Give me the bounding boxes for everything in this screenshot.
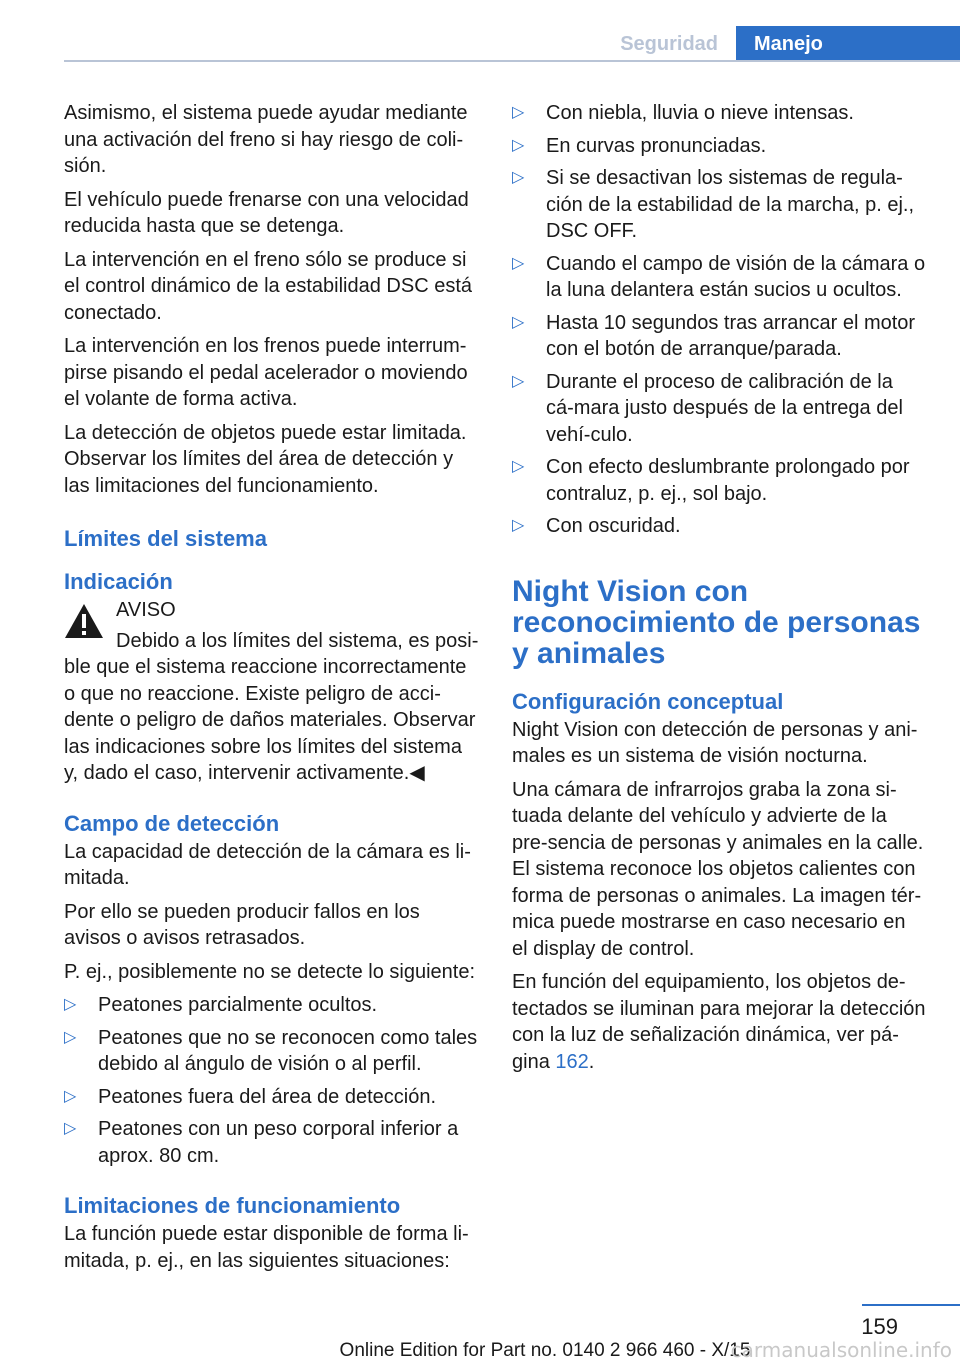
section-title-night-vision: Night Vision con reconocimiento de personas y animales [512, 574, 921, 670]
triangle-bullet-icon: ▷ [512, 517, 525, 534]
paragraph: El vehículo puede frenarse con una velocidad reducida hasta que se detenga. [64, 188, 469, 237]
list-item: ▷ Con oscuridad. [512, 513, 926, 540]
header-divider [64, 60, 960, 62]
list-item: ▷ En curvas pronunciadas. [512, 133, 926, 160]
triangle-bullet-icon: ▷ [64, 1087, 77, 1105]
paragraph: La función puede estar disponible de forma li‐mitada, p. ej., en las siguientes situaciones: [64, 1223, 469, 1272]
warning-title: AVISO [116, 599, 176, 621]
triangle-bullet-icon: ▷ [64, 1028, 77, 1046]
left-column [64, 100, 480, 1281]
triangle-bullet-icon: ▷ [64, 1120, 77, 1137]
paragraph: La intervención en los frenos puede interrum‐pirse pisando el pedal acelerador o moviendo el volante de forma activa. [64, 335, 468, 410]
paragraph: La intervención en el freno sólo se produce si el control dinámico de la estabilidad DSC está conectado. [64, 248, 472, 324]
tab-seguridad[interactable]: Seguridad [598, 26, 736, 62]
list-item: ▷ Durante el proceso de calibración de la cá‐mara justo después de la entrega del vehí‐culo. [512, 370, 903, 446]
edition-footer: Online Edition for Part no. 0140 2 966 460 - X/15 [339, 1340, 751, 1361]
list-item: ▷ Peatones fuera del área de detección. [64, 1084, 480, 1111]
header-tabs [598, 26, 960, 62]
triangle-bullet-icon: ▷ [512, 104, 525, 121]
paragraph: La capacidad de detección de la cámara es li‐mitada. [64, 840, 471, 889]
subheading-limitaciones: Limitaciones de funcionamiento [64, 1193, 401, 1218]
paragraph: Asimismo, el sistema puede ayudar mediante una activación del freno si hay riesgo de coli‐sión. [64, 102, 468, 177]
tab-manejo[interactable]: Manejo [736, 26, 960, 62]
paragraph: Una cámara de infrarrojos graba la zona si‐tuada delante del vehículo y advierte de la pre‐sencia de personas y animales en la calle. El sistema reconoce los objetos calientes con forma de personas o animales. La imagen tér‐mica puede mostrarse en caso necesario en el display de control. [512, 778, 924, 960]
watermark: carmanualsonline.info [730, 1338, 952, 1362]
paragraph: Night Vision con detección de personas y ani‐males es un sistema de visión nocturna. [512, 718, 918, 767]
triangle-bullet-icon: ▷ [512, 372, 525, 390]
list-item: ▷ Hasta 10 segundos tras arrancar el motor con el botón de arranque/parada. [512, 311, 916, 360]
list-item: ▷ Con niebla, lluvia o nieve intensas. [512, 100, 926, 127]
warning-block [64, 597, 480, 787]
section-heading-limits: Límites del sistema [64, 526, 267, 551]
paragraph: P. ej., posiblemente no se detecte lo siguiente: [64, 960, 476, 983]
triangle-bullet-icon: ▷ [512, 313, 525, 331]
paragraph: Por ello se pueden producir fallos en los avisos o avisos retrasados. [64, 900, 420, 949]
subheading-campo: Campo de detección [64, 810, 280, 836]
page-number: 159 [861, 1314, 898, 1339]
list-item: ▷ Si se desactivan los sistemas de regula‐ción de la estabilidad de la marcha, p. ej., DSC OFF. [512, 167, 914, 242]
list-item: ▷ Peatones parcialmente ocultos. [64, 992, 480, 1019]
paragraph: En función del equipamiento, los objetos de‐tectados se iluminan para mejorar la detección con la luz de señalización dinámica, ver pá‐gina 162. [512, 971, 926, 1073]
warning-text-content: Debido a los límites del sistema, es posi‐ble que el sistema reaccione incorrectamente o que no reaccione. Existe peligro de acci‐dente o peligro de daños materiales. Observar las indicaciones sobre los límites del sistema y, dado el caso, intervenir activamente.◀ [64, 629, 479, 784]
triangle-bullet-icon: ▷ [512, 458, 525, 475]
warning-triangle-icon [64, 603, 104, 639]
bullet-list-left [64, 992, 480, 1169]
triangle-bullet-icon: ▷ [512, 169, 525, 186]
list-item: ▷ Peatones con un peso corporal inferior a aprox. 80 cm. [64, 1118, 459, 1167]
bullet-list-right [512, 100, 926, 540]
right-column [512, 100, 926, 1082]
subheading-config: Configuración conceptual [512, 688, 784, 714]
warning-text [64, 628, 480, 787]
triangle-bullet-icon: ▷ [512, 136, 525, 154]
triangle-bullet-icon: ▷ [64, 996, 77, 1013]
triangle-bullet-icon: ▷ [512, 254, 525, 272]
list-item: ▷ Con efecto deslumbrante prolongado por contraluz, p. ej., sol bajo. [512, 456, 910, 505]
footer-divider [862, 1304, 960, 1306]
list-item: ▷ Peatones que no se reconocen como tales debido al ángulo de visión o al perfil. [64, 1026, 478, 1075]
subheading-indicacion: Indicación [64, 569, 173, 594]
paragraph: La detección de objetos puede estar limitada. Observar los límites del área de detección y las limitaciones del funcionamiento. [64, 421, 467, 497]
page-link-162[interactable]: 162 [555, 1050, 589, 1073]
list-item: ▷ Cuando el campo de visión de la cámara o la luna delantera están sucios u ocultos. [512, 252, 926, 301]
